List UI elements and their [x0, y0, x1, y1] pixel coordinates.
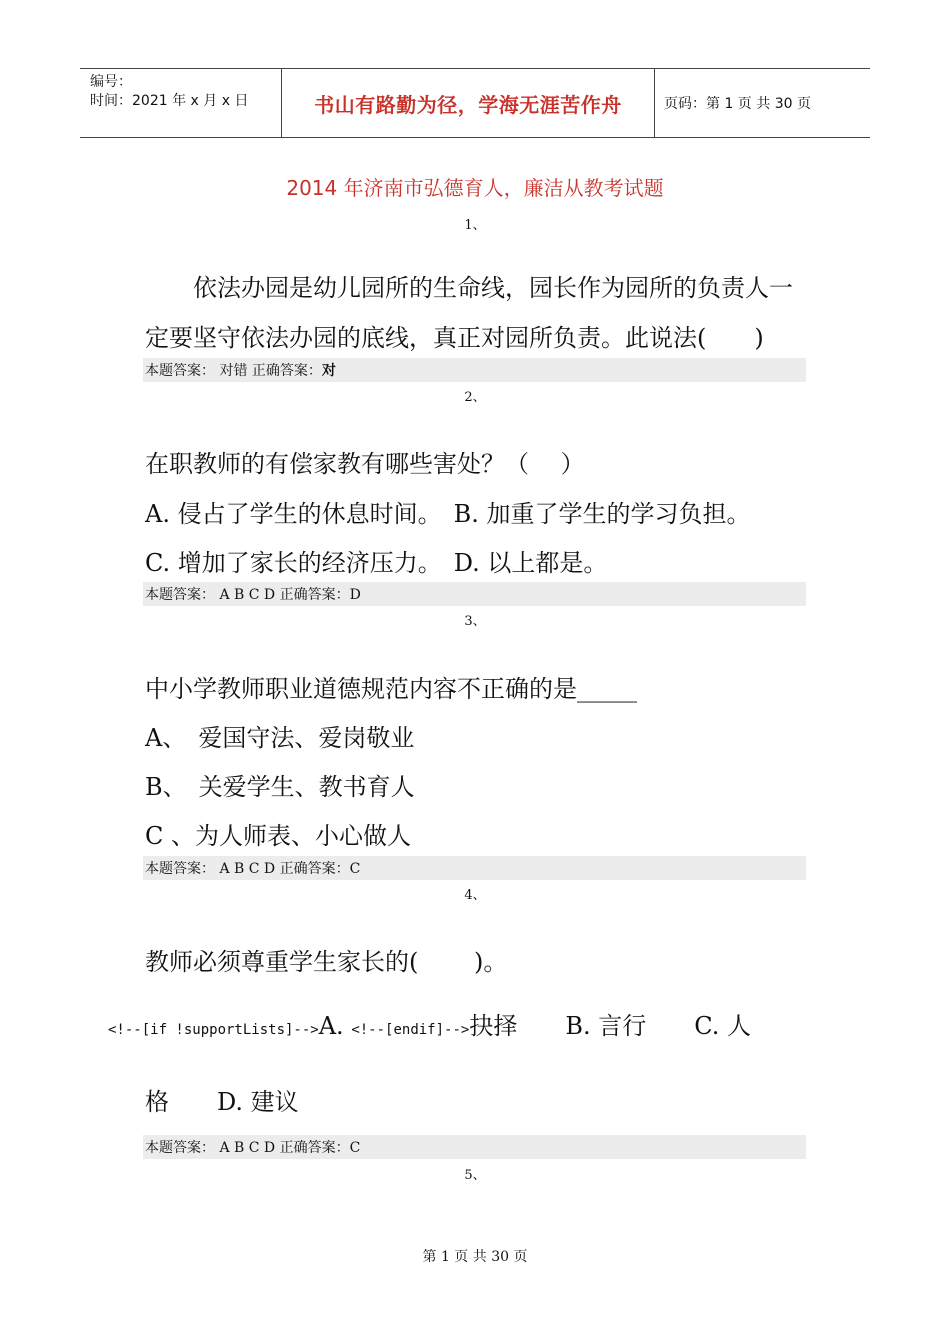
option-a-label: A.: [318, 1012, 352, 1040]
conditional-comment-start: <!--[if !supportLists]-->: [108, 1022, 319, 1038]
header-page-info: 页码：第 1 页 共 30 页: [664, 96, 811, 112]
correct-answer: 对: [321, 363, 336, 379]
answer-label: 本题答案： A B C D 正确答案：: [145, 587, 350, 603]
option-line: C 、为人师表、小心做人: [145, 822, 411, 850]
conditional-comment-end: <!--[endif]-->: [351, 1022, 470, 1038]
option-line: [108, 1006, 751, 1041]
question-text: 依法办园是幼儿园所的生命线，园长作为园所的负责人一: [145, 274, 793, 302]
question-number: 1、: [464, 218, 486, 233]
answer-bar: [143, 1135, 806, 1159]
question-number: 5、: [464, 1168, 486, 1183]
question-text: 定要坚守依法办园的底线，真正对园所负责。此说法( ): [145, 324, 764, 352]
question-number: 4、: [464, 888, 486, 903]
correct-answer: D: [349, 587, 361, 603]
option-line: B、 关爱学生、教书育人: [145, 773, 415, 801]
answer-bar: [143, 358, 806, 382]
page-footer: 第 1 页 共 30 页: [422, 1249, 528, 1265]
header-motto: 书山有路勤为径，学海无涯苦作舟: [314, 92, 622, 117]
header-time: 时间：2021 年 x 月 x 日: [90, 93, 249, 109]
answer-label: 本题答案： A B C D 正确答案：: [145, 861, 350, 877]
question-text: 教师必须尊重学生家长的( )。: [145, 948, 508, 976]
option-text: 抉择 B. 言行 C. 人: [469, 1012, 751, 1040]
answer-bar: [143, 856, 806, 880]
answer-bar: [143, 582, 806, 606]
question-number: 2、: [464, 390, 486, 405]
answer-label: 本题答案： A B C D 正确答案：: [145, 1140, 350, 1156]
option-line: A. 侵占了学生的休息时间。 B. 加重了学生的学习负担。: [145, 500, 751, 528]
header-number: 编号：: [90, 74, 132, 90]
header-meta: [80, 69, 280, 137]
option-line: C. 增加了家长的经济压力。 D. 以上都是。: [145, 549, 608, 577]
document-title: 2014 年济南市弘德育人，廉洁从教考试题: [286, 176, 664, 200]
option-line: A、 爱国守法、爱岗敬业: [145, 724, 415, 752]
question-text: 在职教师的有偿家教有哪些害处？（ ）: [145, 450, 585, 478]
header-motto-cell: [281, 69, 655, 137]
page-header: [80, 68, 870, 138]
question-number: 3、: [464, 614, 486, 629]
question-text: 中小学教师职业道德规范内容不正确的是_____: [145, 675, 637, 703]
option-line: 格 D. 建议: [145, 1088, 299, 1116]
correct-answer: C: [349, 1140, 361, 1156]
answer-label: 本题答案： 对错 正确答案：: [145, 363, 322, 379]
correct-answer: C: [349, 861, 361, 877]
